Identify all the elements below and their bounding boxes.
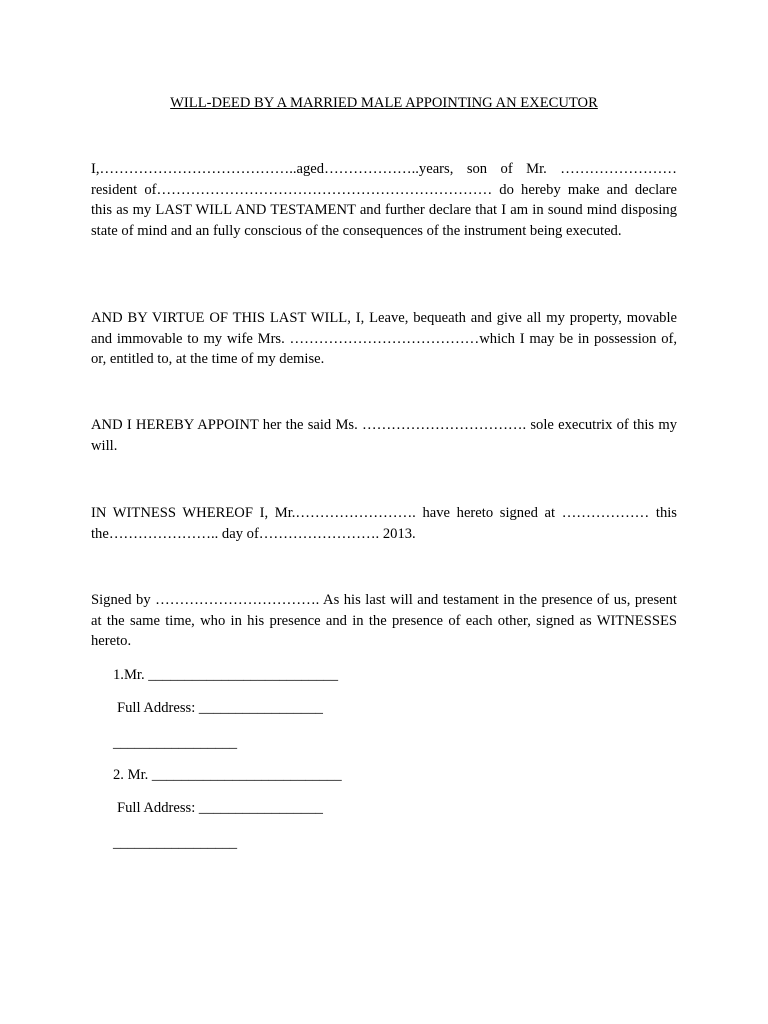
executrix-paragraph: AND I HEREBY APPOINT her the said Ms. ……………………………. sole executrix of this my will. — [91, 417, 677, 454]
witness-whereof-paragraph: IN WITNESS WHEREOF I, Mr.……………………. have hereto signed at ……………… this the………………….. day of……………………. 2013. — [91, 505, 677, 542]
signed-by-paragraph: Signed by ……………………………. As his last will and testament in the presence of us, present at the same time, who in his presence and in the presence of each other, signed as WITNESSES hereto. — [91, 592, 677, 649]
witness-1-address-line: Full Address: _________________ — [117, 700, 323, 716]
witness-1-address-continuation: _________________ — [113, 735, 238, 751]
witness-1-name-line: 1.Mr. __________________________ — [113, 667, 338, 683]
witness-2-address-continuation: _________________ — [113, 835, 238, 851]
document-title: WILL-DEED BY A MARRIED MALE APPOINTING AN EXECUTOR — [170, 95, 598, 111]
witness-2-address-line: Full Address: _________________ — [117, 800, 323, 816]
bequest-paragraph: AND BY VIRTUE OF THIS LAST WILL, I, Leave, bequeath and give all my property, movable and immovable to my wife Mrs. …………………………………which I may be in possession of, or, entitled to, at the time of my demise. — [91, 310, 677, 367]
witness-2-name-line: 2. Mr. __________________________ — [113, 767, 342, 783]
declaration-paragraph: I,…………………………………..aged………………..years, son of Mr. …………………… resident of…………………………………………………………… do hereby make and declare this as my LAST WILL AND TESTAMENT and further declare that I am in sound mind disposing state of mind and an fully conscious of the consequences of the instrument being executed. — [91, 161, 677, 239]
